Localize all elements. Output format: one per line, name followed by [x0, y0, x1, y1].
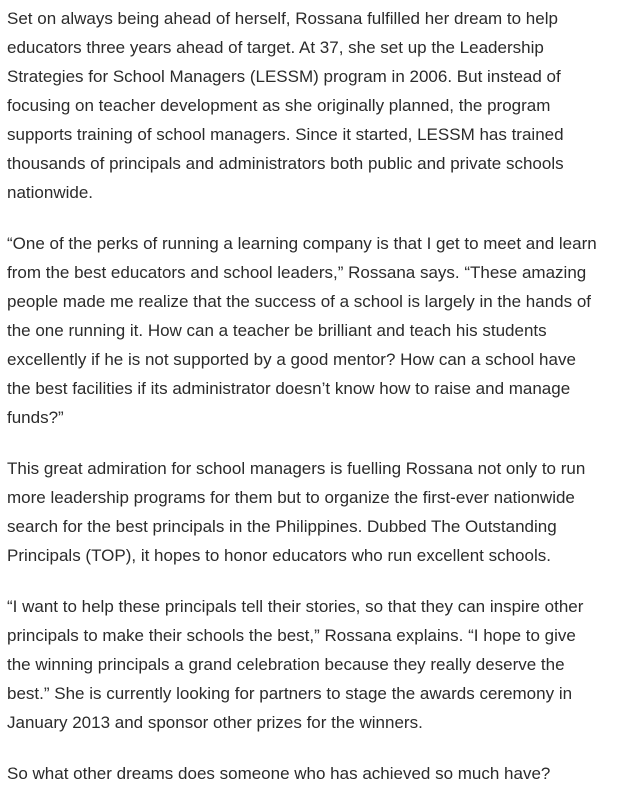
- text-line: principals to make their schools the best,” Rossana explains. “I hope to give: [7, 626, 576, 645]
- text-line: educators three years ahead of target. At 37, she set up the Leadership: [7, 38, 544, 57]
- text-line: focusing on teacher development as she originally planned, the program: [7, 96, 551, 115]
- text-line: the one running it. How can a teacher be brilliant and teach his students: [7, 321, 547, 340]
- text-line: excellently if he is not supported by a good mentor? How can a school have: [7, 350, 576, 369]
- text-line: the winning principals a grand celebration because they really deserve the: [7, 655, 565, 674]
- text-line: funds?”: [7, 408, 64, 427]
- text-line: “One of the perks of running a learning company is that I get to meet and learn: [7, 234, 597, 253]
- text-line: the best facilities if its administrator doesn’t know how to raise and manage: [7, 379, 571, 398]
- text-line: best.” She is currently looking for partners to stage the awards ceremony in: [7, 684, 573, 703]
- text-line: This great admiration for school managers is fuelling Rossana not only to run: [7, 459, 586, 478]
- text-line: Strategies for School Managers (LESSM) program in 2006. But instead of: [7, 67, 561, 86]
- text-line: from the best educators and school leaders,” Rossana says. “These amazing: [7, 263, 587, 282]
- text-line: supports training of school managers. Since it started, LESSM has trained: [7, 125, 564, 144]
- text-line: thousands of principals and administrators both public and private schools: [7, 154, 564, 173]
- paragraph-1: [7, 4, 632, 207]
- text-line: January 2013 and sponsor other prizes for the winners.: [7, 713, 423, 732]
- paragraph-4: [7, 592, 632, 737]
- text-line: Set on always being ahead of herself, Rossana fulfilled her dream to help: [7, 9, 558, 28]
- text-line: search for the best principals in the Philippines. Dubbed The Outstanding: [7, 517, 557, 536]
- text-line: “I want to help these principals tell their stories, so that they can inspire other: [7, 597, 584, 616]
- text-line: more leadership programs for them but to organize the first-ever nationwide: [7, 488, 575, 507]
- paragraph-3: [7, 454, 632, 570]
- text-line: nationwide.: [7, 183, 94, 202]
- text-line: Principals (TOP), it hopes to honor educators who run excellent schools.: [7, 546, 551, 565]
- paragraph-5: [7, 759, 632, 788]
- text-line: people made me realize that the success of a school is largely in the hands of: [7, 292, 592, 311]
- paragraph-2: [7, 229, 632, 432]
- text-line: So what other dreams does someone who has achieved so much have?: [7, 764, 551, 783]
